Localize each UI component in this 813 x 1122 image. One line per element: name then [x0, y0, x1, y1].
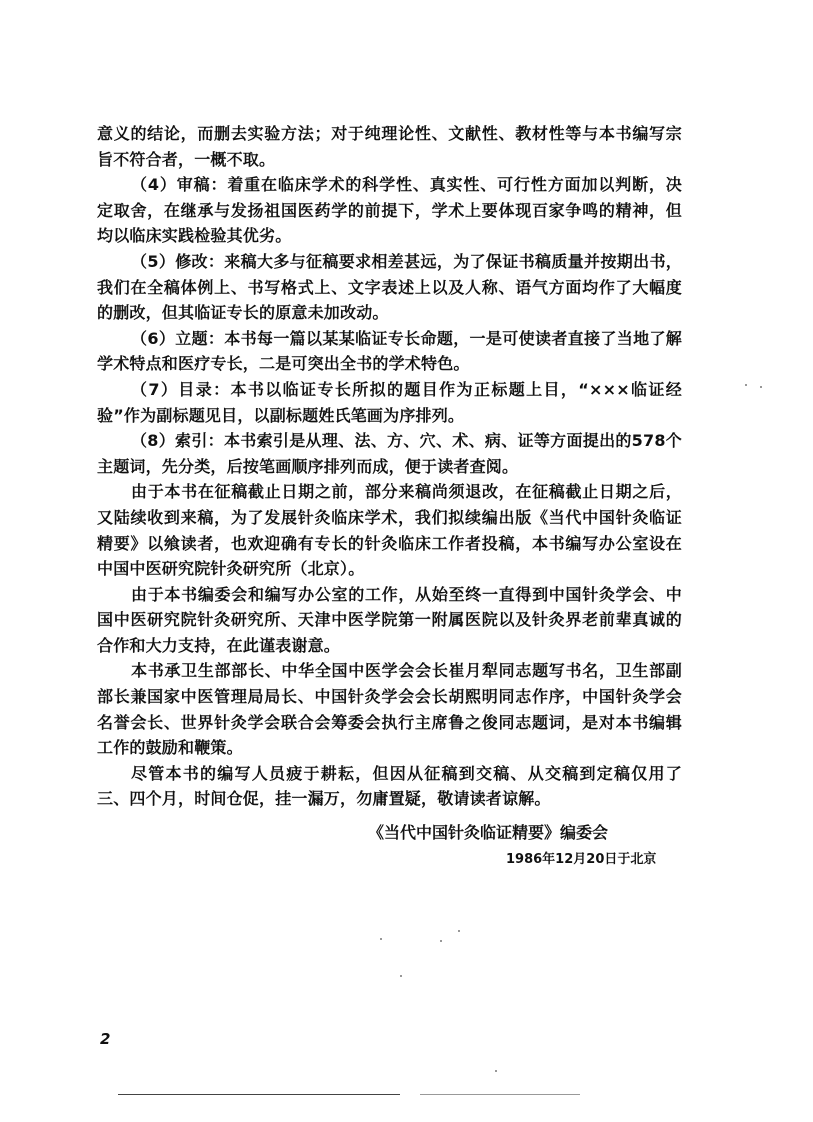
text-line: 国中医研究院针灸研究所、天津中医学院第一附属医院以及针灸界老前辈真诚的 [97, 610, 682, 630]
text-line: 验”作为副标题见目，以副标题姓氏笔画为序排列。 [97, 405, 465, 425]
text-line: 精要》以飨读者，也欢迎确有专长的针灸临床工作者投稿，本书编写办公室设在 [97, 533, 682, 553]
text-line: 工作的鼓励和鞭策。 [97, 738, 243, 758]
text-line: 名誉会长、世界针灸学会联合会筹委会执行主席鲁之俊同志题词，是对本书编辑 [97, 712, 682, 732]
scan-speck [495, 1070, 497, 1072]
text-line: 均以临床实践检验其优劣。 [97, 226, 292, 246]
text-line: （7）目录：本书以临证专长所拟的题目作为正标题上目，“×××临证经 [131, 379, 682, 399]
text-line: 定取舍，在继承与发扬祖国医药学的前提下，学术上要体现百家争鸣的精神，但 [97, 200, 682, 220]
scan-speck [440, 940, 442, 942]
scan-speck [380, 938, 382, 940]
text-line: （8）索引：本书索引是从理、法、方、穴、术、病、证等方面提出的578个 [131, 431, 682, 451]
text-line: 学术特点和医疗专长，二是可突出全书的学术特色。 [97, 354, 470, 374]
signature: 《当代中国针灸临证精要》编委会 [368, 823, 609, 842]
text-line: 意义的结论，而删去实验方法；对于纯理论性、文献性、教材性等与本书编写宗 [97, 124, 682, 143]
text-line: 中国中医研究院针灸研究所（北京）。 [97, 559, 365, 579]
text-line: 我们在全稿体例上、书写格式上、文字表述上以及人称、语气方面均作了大幅度 [97, 277, 682, 297]
text-line: 本书承卫生部部长、中华全国中医学会会长崔月犁同志题写书名，卫生部副 [131, 661, 682, 681]
text-line: 又陆续收到来稿，为了发展针灸临床学术，我们拟续编出版《当代中国针灸临证 [97, 507, 682, 527]
text-line: （6）立题：本书每一篇以某某临证专长命题，一是可使读者直接了当地了解 [131, 328, 682, 348]
date-line: 1986年12月20日于北京 [506, 852, 657, 867]
text-line: 主题词，先分类，后按笔画顺序排列而成，便于读者查阅。 [97, 456, 519, 476]
scan-speck [400, 975, 402, 977]
text-line: 的删改，但其临证专长的原意未加改动。 [97, 303, 389, 323]
scan-speck [745, 384, 747, 386]
scan-speck [458, 930, 460, 932]
text-line: 由于本书编委会和编写办公室的工作，从始至终一直得到中国针灸学会、中 [131, 584, 682, 604]
bottom-rule-faint [420, 1094, 580, 1095]
bottom-rule [118, 1094, 400, 1095]
text-line: （4）审稿：着重在临床学术的科学性、真实性、可行性方面加以判断，决 [131, 175, 682, 195]
text-line: 三、四个月，时间仓促，挂一漏万，勿庸置疑，敬请读者谅解。 [97, 789, 551, 809]
text-line: 部长兼国家中医管理局局长、中国针灸学会会长胡熙明同志作序，中国针灸学会 [97, 687, 682, 707]
text-line: 旨不符合者，一概不取。 [97, 149, 276, 169]
text-line: 由于本书在征稿截止日期之前，部分来稿尚须退改，在征稿截止日期之后， [131, 482, 682, 502]
page-number: 2 [100, 1030, 111, 1048]
text-line: （5）修改：来稿大多与征稿要求相差甚远，为了保证书稿质量并按期出书， [131, 251, 682, 271]
text-line: 尽管本书的编写人员疲于耕耘，但因从征稿到交稿、从交稿到定稿仅用了 [131, 763, 682, 783]
text-line: 合作和大力支持，在此谨表谢意。 [97, 635, 341, 655]
scan-speck [760, 386, 762, 388]
body-text [97, 121, 682, 812]
